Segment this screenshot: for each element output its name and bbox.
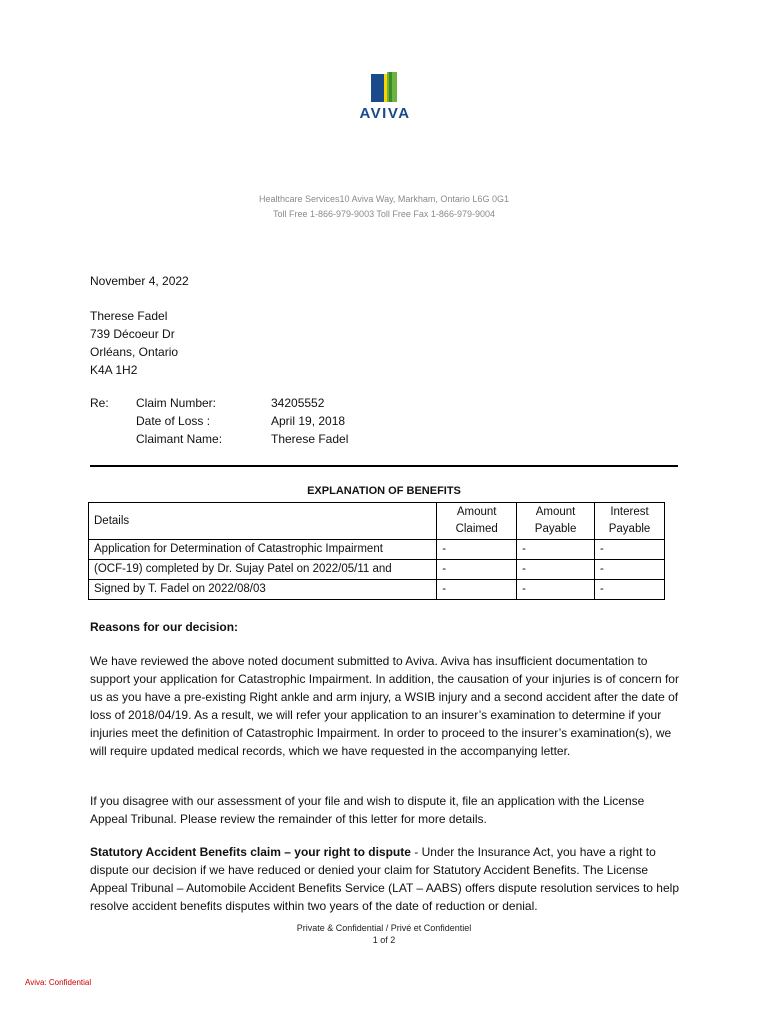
header-interest-payable-line2: Payable — [608, 523, 651, 535]
company-phone: Toll Free 1-866-979-9003 Toll Free Fax 1-866-979-9004 — [273, 209, 495, 219]
re-label: Re: — [90, 396, 109, 410]
table-row — [89, 580, 665, 600]
dispute-paragraph: If you disagree with our assessment of your file and wish to dispute it, file an application with the License Appeal Tribunal. Please review the remainder of this letter for more details. — [90, 794, 645, 826]
row-details: (OCF-19) completed by Dr. Sujay Patel on 2022/05/11 and — [89, 560, 437, 580]
row-interest: - — [595, 580, 665, 600]
row-payable: - — [517, 580, 595, 600]
recipient-postal: K4A 1H2 — [90, 363, 138, 377]
row-interest: - — [595, 540, 665, 560]
benefits-table-title: EXPLANATION OF BENEFITS — [307, 485, 461, 497]
row-details: Application for Determination of Catastrophic Impairment — [89, 540, 437, 560]
header-amount-payable — [517, 503, 595, 540]
row-claimed: - — [437, 580, 517, 600]
row-claimed: - — [437, 540, 517, 560]
table-row — [89, 560, 665, 580]
divider — [90, 465, 678, 467]
company-address: Healthcare Services10 Aviva Way, Markham, Ontario L6G 0G1 — [259, 194, 509, 204]
row-details: Signed by T. Fadel on 2022/08/03 — [89, 580, 437, 600]
reasons-heading: Reasons for our decision: — [90, 620, 239, 634]
claim-number-value: 34205552 — [271, 396, 325, 410]
header-amount-claimed — [437, 503, 517, 540]
statutory-heading: Statutory Accident Benefits claim – your right to dispute — [90, 845, 411, 859]
recipient-city: Orléans, Ontario — [90, 345, 179, 359]
statutory-text: - Under the Insurance Act, you have a right to dispute our decision if we have reduced or denied your claim for Statutory Accident Benefits. The License Appeal Tribunal – Automobile Accident Benefits Service (LAT – AABS) offers dispute resolution services to help resolve accident benefits disputes within two years of the date of reduction or denial. — [90, 845, 679, 913]
header-amount-payable-line2: Payable — [534, 523, 577, 535]
table-header-row — [89, 503, 665, 540]
header-amount-payable-line1: Amount — [535, 506, 576, 518]
footer-confidential: Private & Confidential / Privé et Confidentiel — [296, 923, 472, 933]
statutory-paragraph — [90, 843, 680, 915]
recipient-street: 739 Décoeur Dr — [90, 327, 175, 341]
benefits-table — [88, 502, 665, 600]
row-payable: - — [517, 540, 595, 560]
classification-label: Aviva: Confidential — [25, 978, 92, 987]
aviva-logo — [349, 72, 421, 124]
claimant-name-label: Claimant Name: — [136, 432, 223, 446]
header-amount-claimed-line2: Claimed — [455, 523, 498, 535]
date-of-loss-label: Date of Loss : — [136, 414, 211, 428]
reasons-paragraph: We have reviewed the above noted document submitted to Aviva. Aviva has insufficient documentation to support your application for Catastrophic Impairment. In addition, the causation of your injuries is of concern for us as you have a pre-existing Right ankle and arm injury, a WSIB injury and a second accident after the date of loss of 2018/04/19. As a result, we will refer your application to an insurer’s examination to determine if your injuries meet the definition of Catastrophic Impairment. In order to proceed to the insurer’s examination(s), we will require updated medical records, which we have requested in the accompanying letter. — [90, 654, 679, 758]
row-claimed: - — [437, 560, 517, 580]
date-of-loss-value: April 19, 2018 — [271, 414, 346, 428]
table-row — [89, 540, 665, 560]
claim-number-label: Claim Number: — [136, 396, 217, 410]
recipient-name: Therese Fadel — [90, 309, 168, 323]
letter-date: November 4, 2022 — [90, 274, 189, 288]
header-details: Details — [89, 503, 437, 540]
claimant-name-value: Therese Fadel — [271, 432, 349, 446]
header-amount-claimed-line1: Amount — [456, 506, 497, 518]
row-payable: - — [517, 560, 595, 580]
header-interest-payable-line1: Interest — [610, 506, 649, 518]
row-interest: - — [595, 560, 665, 580]
aviva-logo-icon — [371, 72, 397, 102]
page-number: 1 of 2 — [372, 935, 396, 945]
header-interest-payable — [595, 503, 665, 540]
logo-text: AVIVA — [359, 105, 411, 122]
